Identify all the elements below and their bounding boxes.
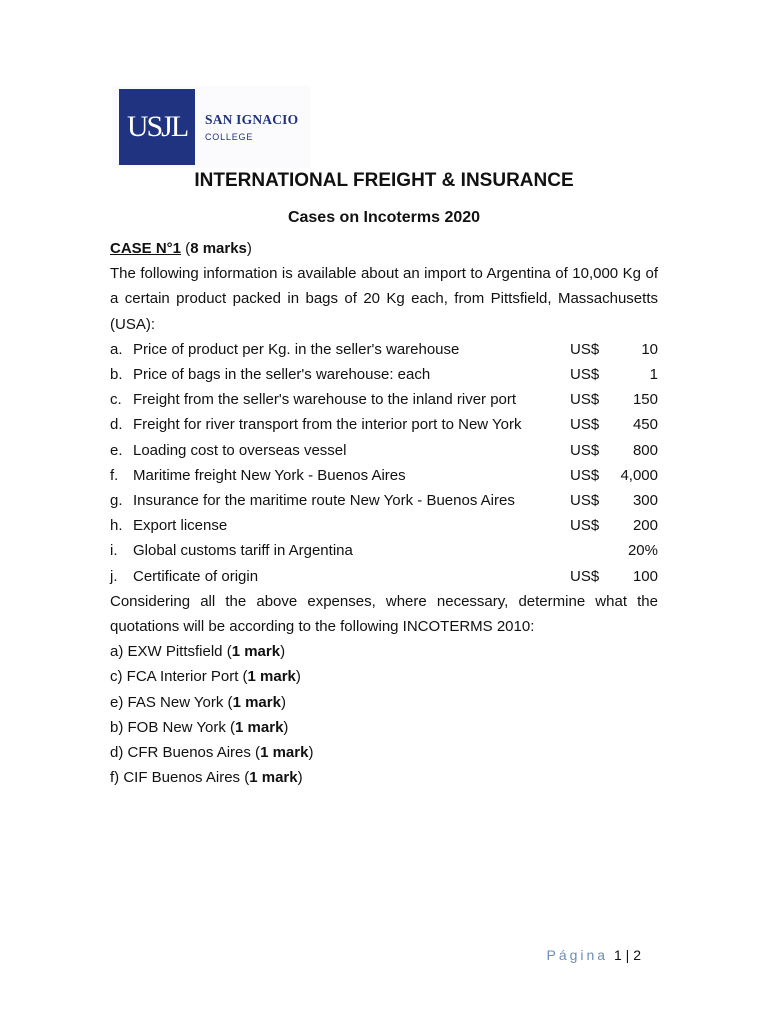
expense-item bbox=[110, 438, 658, 463]
option-end: ) bbox=[280, 693, 286, 711]
option-text: f) CIF Buenos Aires ( bbox=[110, 769, 250, 787]
item-currency: US$ bbox=[570, 517, 600, 535]
page-separator: | bbox=[621, 947, 634, 963]
expense-list bbox=[110, 337, 658, 589]
item-amount: 800 bbox=[632, 441, 658, 459]
expense-item bbox=[110, 412, 658, 437]
item-currency bbox=[570, 538, 610, 563]
logo-name: SAN IGNACIO bbox=[205, 112, 299, 127]
page-number: 1 bbox=[613, 947, 622, 963]
item-letter: b. bbox=[110, 366, 123, 384]
incoterm-option bbox=[110, 664, 658, 689]
option-end: ) bbox=[283, 718, 289, 736]
item-description: Price of bags in the seller's warehouse: each bbox=[133, 366, 431, 384]
item-amount: 4,000 bbox=[620, 466, 658, 484]
expense-item bbox=[110, 488, 658, 513]
item-description: Insurance for the maritime route New York - Buenos Aires bbox=[133, 492, 515, 510]
item-letter: i. bbox=[110, 542, 118, 560]
logo-monogram: USJL bbox=[126, 110, 188, 143]
page-footer bbox=[547, 947, 642, 963]
page-total: 2 bbox=[633, 947, 641, 963]
option-mark: 1 mark bbox=[231, 643, 281, 661]
item-description: Freight for river transport from the interior port to New York bbox=[133, 416, 522, 434]
expense-item bbox=[110, 538, 658, 563]
logo-emblem bbox=[119, 89, 195, 165]
option-mark: 1 mark bbox=[247, 668, 296, 686]
expense-item bbox=[110, 337, 658, 362]
case-label: CASE N°1 bbox=[110, 240, 182, 257]
option-text: e) FAS New York ( bbox=[110, 693, 233, 711]
logo-subtitle: COLLEGE bbox=[205, 132, 254, 142]
expense-item bbox=[110, 387, 658, 412]
item-description: Freight from the seller's warehouse to the inland river port bbox=[133, 391, 517, 409]
case-open-paren: ( bbox=[181, 240, 191, 257]
incoterm-option bbox=[110, 639, 658, 664]
incoterm-option bbox=[110, 690, 658, 715]
item-letter: a. bbox=[110, 340, 123, 358]
expense-item bbox=[110, 564, 658, 589]
option-end: ) bbox=[295, 668, 301, 686]
instructions-paragraph: Considering all the above expenses, where necessary, determine what the quotations will be according to the following INCOTERMS 2010: bbox=[110, 592, 658, 636]
option-text: b) FOB New York ( bbox=[110, 718, 236, 736]
item-description: Loading cost to overseas vessel bbox=[133, 441, 347, 459]
item-amount: 450 bbox=[632, 416, 658, 434]
incoterm-option bbox=[110, 765, 658, 790]
item-amount: 100 bbox=[632, 567, 658, 585]
item-currency: US$ bbox=[570, 416, 600, 434]
option-mark: 1 mark bbox=[249, 769, 298, 787]
item-letter: d. bbox=[110, 416, 123, 434]
item-amount: 20% bbox=[627, 542, 658, 560]
item-currency: US$ bbox=[570, 391, 600, 409]
item-amount: 200 bbox=[632, 517, 658, 535]
logo-wordmark bbox=[205, 112, 298, 168]
item-letter: h. bbox=[110, 517, 123, 535]
item-currency: US$ bbox=[570, 441, 600, 459]
incoterm-option bbox=[110, 740, 658, 765]
item-description: Global customs tariff in Argentina bbox=[133, 542, 353, 560]
item-letter: e. bbox=[110, 441, 123, 459]
case-heading bbox=[110, 236, 658, 261]
expense-item bbox=[110, 463, 658, 488]
option-end: ) bbox=[308, 744, 314, 762]
option-text: c) FCA Interior Port ( bbox=[110, 668, 248, 686]
item-amount: 1 bbox=[649, 366, 658, 384]
item-letter: c. bbox=[110, 391, 122, 409]
item-currency: US$ bbox=[570, 492, 600, 510]
option-mark: 1 mark bbox=[260, 744, 309, 762]
expense-item bbox=[110, 362, 658, 387]
item-description: Export license bbox=[133, 517, 228, 535]
item-letter: f. bbox=[110, 466, 119, 484]
option-mark: 1 mark bbox=[235, 718, 284, 736]
case-close-paren: ) bbox=[246, 240, 252, 257]
item-description: Maritime freight New York - Buenos Aires bbox=[133, 466, 406, 484]
page-label: Página bbox=[546, 947, 609, 963]
incoterm-option bbox=[110, 715, 658, 740]
option-end: ) bbox=[280, 643, 286, 661]
item-amount: 150 bbox=[632, 391, 658, 409]
case-marks: 8 marks bbox=[190, 240, 247, 257]
item-currency: US$ bbox=[570, 366, 600, 384]
college-logo bbox=[112, 86, 310, 168]
item-amount: 300 bbox=[632, 492, 658, 510]
option-text: a) EXW Pittsfield ( bbox=[110, 643, 232, 661]
item-currency: US$ bbox=[570, 567, 600, 585]
item-amount: 10 bbox=[641, 340, 658, 358]
option-text: d) CFR Buenos Aires ( bbox=[110, 744, 261, 762]
item-description: Price of product per Kg. in the seller's warehouse bbox=[133, 340, 460, 358]
option-mark: 1 mark bbox=[232, 693, 281, 711]
intro-paragraph: The following information is available about an import to Argentina of 10,000 Kg of a certain product packed in bags of 20 Kg each, from Pittsfield, Massachusetts (USA): bbox=[110, 265, 658, 333]
item-letter: g. bbox=[110, 492, 123, 510]
item-letter: j. bbox=[110, 567, 118, 585]
item-currency: US$ bbox=[570, 340, 600, 358]
document-subtitle: Cases on Incoterms 2020 bbox=[287, 209, 481, 226]
item-description: Certificate of origin bbox=[133, 567, 259, 585]
expense-item bbox=[110, 513, 658, 538]
incoterm-options bbox=[110, 639, 658, 790]
document-body bbox=[110, 236, 658, 790]
item-currency: US$ bbox=[570, 466, 600, 484]
document-title: INTERNATIONAL FREIGHT & INSURANCE bbox=[194, 170, 574, 191]
option-end: ) bbox=[297, 769, 303, 787]
